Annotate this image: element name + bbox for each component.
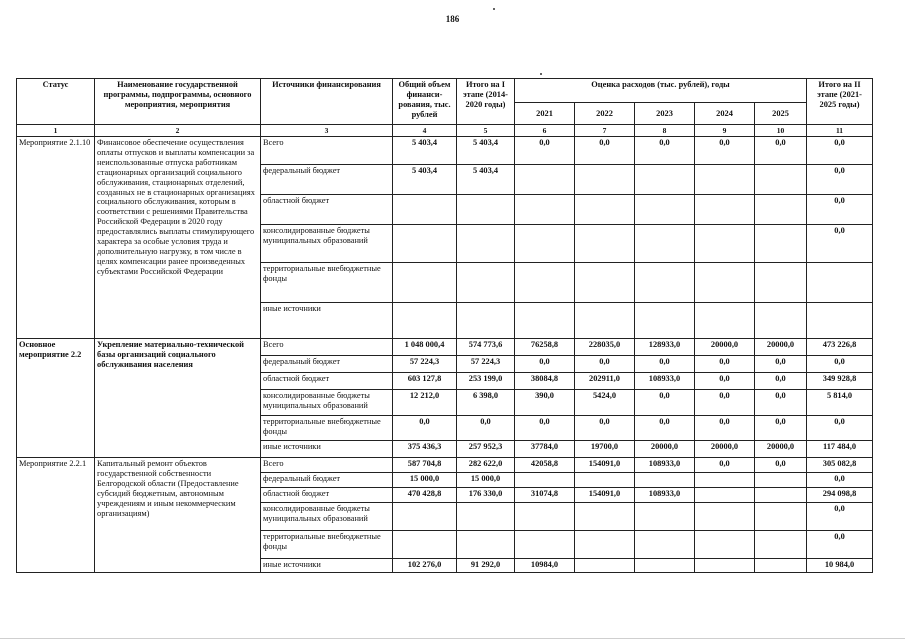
column-number: 4 — [393, 125, 457, 137]
scan-edge-line — [0, 638, 905, 639]
amount-y2024 — [695, 559, 755, 573]
funding-source: консолидированные бюджеты муниципальных образований — [261, 390, 393, 416]
amount-total: 375 436,3 — [393, 441, 457, 458]
amount-y2025: 0,0 — [755, 356, 807, 373]
amount-y2025: 0,0 — [755, 416, 807, 441]
amount-y2024: 0,0 — [695, 137, 755, 165]
amount-y2021: 37784,0 — [515, 441, 575, 458]
amount-stage2: 0,0 — [807, 473, 873, 488]
funding-source: консолидированные бюджеты муниципальных образований — [261, 225, 393, 263]
funding-source: Всего — [261, 339, 393, 356]
amount-total — [393, 531, 457, 559]
amount-stage1 — [457, 303, 515, 339]
column-number: 1 — [17, 125, 95, 137]
amount-y2023 — [635, 303, 695, 339]
amount-y2023 — [635, 531, 695, 559]
table-header — [17, 79, 873, 137]
amount-y2025 — [755, 559, 807, 573]
table-row — [17, 458, 873, 473]
amount-y2021: 0,0 — [515, 416, 575, 441]
amount-total: 0,0 — [393, 416, 457, 441]
amount-stage2: 0,0 — [807, 356, 873, 373]
funding-source: Всего — [261, 458, 393, 473]
amount-total: 102 276,0 — [393, 559, 457, 573]
amount-y2022 — [575, 263, 635, 303]
amount-y2021: 42058,8 — [515, 458, 575, 473]
amount-stage1: 176 330,0 — [457, 488, 515, 503]
amount-y2023: 128933,0 — [635, 339, 695, 356]
amount-y2022: 5424,0 — [575, 390, 635, 416]
amount-y2021: 10984,0 — [515, 559, 575, 573]
amount-y2022: 19700,0 — [575, 441, 635, 458]
amount-y2024: 0,0 — [695, 373, 755, 390]
amount-y2023: 0,0 — [635, 356, 695, 373]
amount-total: 470 428,8 — [393, 488, 457, 503]
amount-y2024 — [695, 263, 755, 303]
amount-y2021 — [515, 303, 575, 339]
amount-stage2: 294 098,8 — [807, 488, 873, 503]
scan-speck — [493, 8, 495, 10]
amount-total — [393, 303, 457, 339]
amount-y2023: 108933,0 — [635, 458, 695, 473]
amount-y2024: 0,0 — [695, 416, 755, 441]
amount-y2022 — [575, 195, 635, 225]
amount-total: 1 048 000,4 — [393, 339, 457, 356]
amount-stage1: 282 622,0 — [457, 458, 515, 473]
funding-source: федеральный бюджет — [261, 356, 393, 373]
amount-stage2: 0,0 — [807, 165, 873, 195]
amount-total: 587 704,8 — [393, 458, 457, 473]
row-status: Мероприятие 2.2.1 — [17, 458, 95, 573]
amount-stage2: 305 082,8 — [807, 458, 873, 473]
amount-y2022 — [575, 303, 635, 339]
amount-y2022 — [575, 559, 635, 573]
amount-y2025: 0,0 — [755, 373, 807, 390]
amount-stage1 — [457, 263, 515, 303]
amount-y2021 — [515, 195, 575, 225]
column-number: 11 — [807, 125, 873, 137]
amount-y2024 — [695, 503, 755, 531]
amount-y2021 — [515, 503, 575, 531]
amount-total — [393, 225, 457, 263]
amount-stage1 — [457, 195, 515, 225]
column-number: 9 — [695, 125, 755, 137]
amount-stage2: 473 226,8 — [807, 339, 873, 356]
column-number: 5 — [457, 125, 515, 137]
amount-y2023: 108933,0 — [635, 373, 695, 390]
amount-total: 5 403,4 — [393, 165, 457, 195]
column-number: 7 — [575, 125, 635, 137]
amount-y2025 — [755, 165, 807, 195]
amount-y2021 — [515, 531, 575, 559]
amount-total: 12 212,0 — [393, 390, 457, 416]
amount-y2021: 0,0 — [515, 137, 575, 165]
amount-y2025 — [755, 503, 807, 531]
amount-stage2 — [807, 263, 873, 303]
amount-total: 15 000,0 — [393, 473, 457, 488]
amount-stage2: 0,0 — [807, 531, 873, 559]
amount-y2021 — [515, 263, 575, 303]
amount-y2025 — [755, 488, 807, 503]
header-year-2023: 2023 — [635, 103, 695, 125]
funding-source: иные источники — [261, 441, 393, 458]
funding-source: территориальные внебюджетные фонды — [261, 531, 393, 559]
amount-stage1: 5 403,4 — [457, 137, 515, 165]
amount-stage2: 0,0 — [807, 503, 873, 531]
scan-speck — [540, 73, 542, 75]
row-status: Мероприятие 2.1.10 — [17, 137, 95, 339]
column-number: 2 — [95, 125, 261, 137]
amount-y2025: 20000,0 — [755, 441, 807, 458]
row-activity-name: Финансовое обеспечение осуществления оплаты отпусков и выплаты компенсации за неиспользованные отпуска работникам стационарных организаций социального обслуживания, стационарных отделений, созданных не в стационарных организациях социального обслуживания, которым в соответствии с решениями Правительства Российской Федерации в 2020 году предоставлялись выплаты стимулирующего характера за особые условия труда и дополнительную нагрузку, в том числе в целях компенсации ранее произведенных субъектами Российской Федерации — [95, 137, 261, 339]
amount-y2023 — [635, 263, 695, 303]
amount-y2025 — [755, 263, 807, 303]
amount-y2021 — [515, 225, 575, 263]
amount-stage1: 574 773,6 — [457, 339, 515, 356]
amount-stage2: 0,0 — [807, 137, 873, 165]
amount-y2023: 20000,0 — [635, 441, 695, 458]
amount-total — [393, 195, 457, 225]
amount-stage1 — [457, 531, 515, 559]
amount-y2022 — [575, 165, 635, 195]
amount-y2024: 0,0 — [695, 390, 755, 416]
funding-source: Всего — [261, 137, 393, 165]
amount-y2021 — [515, 165, 575, 195]
amount-y2022: 202911,0 — [575, 373, 635, 390]
amount-y2024 — [695, 165, 755, 195]
budget-table — [16, 78, 873, 573]
amount-y2025 — [755, 195, 807, 225]
amount-y2022: 0,0 — [575, 416, 635, 441]
amount-y2021 — [515, 473, 575, 488]
amount-y2024 — [695, 531, 755, 559]
amount-total: 57 224,3 — [393, 356, 457, 373]
amount-y2021: 31074,8 — [515, 488, 575, 503]
amount-y2023 — [635, 195, 695, 225]
amount-y2022 — [575, 503, 635, 531]
amount-total: 603 127,8 — [393, 373, 457, 390]
amount-stage2: 0,0 — [807, 195, 873, 225]
amount-y2023 — [635, 165, 695, 195]
funding-source: областной бюджет — [261, 373, 393, 390]
amount-stage1: 6 398,0 — [457, 390, 515, 416]
amount-y2025 — [755, 531, 807, 559]
page-number: 186 — [445, 14, 460, 24]
amount-y2024: 20000,0 — [695, 441, 755, 458]
amount-y2022: 228035,0 — [575, 339, 635, 356]
funding-source: консолидированные бюджеты муниципальных образований — [261, 503, 393, 531]
amount-total — [393, 503, 457, 531]
funding-source: территориальные внебюджетные фонды — [261, 416, 393, 441]
amount-y2021: 0,0 — [515, 356, 575, 373]
amount-stage1 — [457, 503, 515, 531]
column-number: 8 — [635, 125, 695, 137]
funding-source: федеральный бюджет — [261, 473, 393, 488]
amount-stage1: 5 403,4 — [457, 165, 515, 195]
amount-y2025 — [755, 473, 807, 488]
amount-y2025: 20000,0 — [755, 339, 807, 356]
amount-y2023 — [635, 225, 695, 263]
amount-stage1: 257 952,3 — [457, 441, 515, 458]
amount-stage2: 0,0 — [807, 416, 873, 441]
column-number: 6 — [515, 125, 575, 137]
funding-source: иные источники — [261, 559, 393, 573]
funding-source: иные источники — [261, 303, 393, 339]
table-row — [17, 137, 873, 165]
column-number: 10 — [755, 125, 807, 137]
amount-y2025 — [755, 303, 807, 339]
amount-stage1: 0,0 — [457, 416, 515, 441]
amount-stage2: 0,0 — [807, 225, 873, 263]
amount-stage1: 15 000,0 — [457, 473, 515, 488]
amount-y2022: 154091,0 — [575, 488, 635, 503]
amount-total: 5 403,4 — [393, 137, 457, 165]
funding-source: областной бюджет — [261, 488, 393, 503]
amount-y2024 — [695, 488, 755, 503]
table-row — [17, 339, 873, 356]
amount-y2021: 38084,8 — [515, 373, 575, 390]
header-year-2021: 2021 — [515, 103, 575, 125]
row-status: Основное мероприятие 2.2 — [17, 339, 95, 458]
amount-stage2 — [807, 303, 873, 339]
amount-y2021: 390,0 — [515, 390, 575, 416]
amount-stage2: 5 814,0 — [807, 390, 873, 416]
amount-y2024: 0,0 — [695, 356, 755, 373]
row-activity-name: Укрепление материально-технической базы организаций социального обслуживания населения — [95, 339, 261, 458]
header-year-2025: 2025 — [755, 103, 807, 125]
amount-y2025: 0,0 — [755, 390, 807, 416]
amount-y2022 — [575, 531, 635, 559]
amount-stage2: 10 984,0 — [807, 559, 873, 573]
amount-y2023: 0,0 — [635, 137, 695, 165]
amount-y2023: 0,0 — [635, 416, 695, 441]
amount-y2023 — [635, 473, 695, 488]
amount-y2023 — [635, 559, 695, 573]
funding-source: федеральный бюджет — [261, 165, 393, 195]
amount-total — [393, 263, 457, 303]
amount-y2022: 0,0 — [575, 356, 635, 373]
amount-y2023: 108933,0 — [635, 488, 695, 503]
amount-y2023: 0,0 — [635, 390, 695, 416]
header-year-2024: 2024 — [695, 103, 755, 125]
amount-y2021: 76258,8 — [515, 339, 575, 356]
funding-source: областной бюджет — [261, 195, 393, 225]
header-name: Наименование государственной программы, подпрограммы, основного мероприятия, мероприятия — [95, 79, 261, 125]
amount-stage1 — [457, 225, 515, 263]
amount-y2024 — [695, 225, 755, 263]
table-body — [17, 137, 873, 573]
header-year-2022: 2022 — [575, 103, 635, 125]
header-stage2: Итого на II этапе (2021-2025 годы) — [807, 79, 873, 125]
row-activity-name: Капитальный ремонт объектов государственной собственности Белгородской области (Предоставление субсидий бюджетным, автономным учреждениям и иным некоммерческим организациям) — [95, 458, 261, 573]
header-sources: Источники финансирования — [261, 79, 393, 125]
amount-y2025: 0,0 — [755, 137, 807, 165]
amount-y2024 — [695, 303, 755, 339]
amount-stage1: 253 199,0 — [457, 373, 515, 390]
funding-source: территориальные внебюджетные фонды — [261, 263, 393, 303]
amount-stage1: 91 292,0 — [457, 559, 515, 573]
amount-stage2: 349 928,8 — [807, 373, 873, 390]
amount-y2025: 0,0 — [755, 458, 807, 473]
column-number: 3 — [261, 125, 393, 137]
column-number-row — [17, 125, 873, 137]
amount-y2024 — [695, 195, 755, 225]
amount-stage2: 117 484,0 — [807, 441, 873, 458]
amount-y2023 — [635, 503, 695, 531]
amount-y2024: 0,0 — [695, 458, 755, 473]
amount-y2024: 20000,0 — [695, 339, 755, 356]
amount-y2022: 154091,0 — [575, 458, 635, 473]
header-stage1: Итого на I этапе (2014-2020 годы) — [457, 79, 515, 125]
amount-y2022 — [575, 473, 635, 488]
amount-y2022 — [575, 225, 635, 263]
amount-y2024 — [695, 473, 755, 488]
header-total: Общий объем финанси-рования, тыс. рублей — [393, 79, 457, 125]
header-estimate: Оценка расходов (тыс. рублей), годы — [515, 79, 807, 103]
amount-stage1: 57 224,3 — [457, 356, 515, 373]
header-status: Статус — [17, 79, 95, 125]
amount-y2025 — [755, 225, 807, 263]
amount-y2022: 0,0 — [575, 137, 635, 165]
